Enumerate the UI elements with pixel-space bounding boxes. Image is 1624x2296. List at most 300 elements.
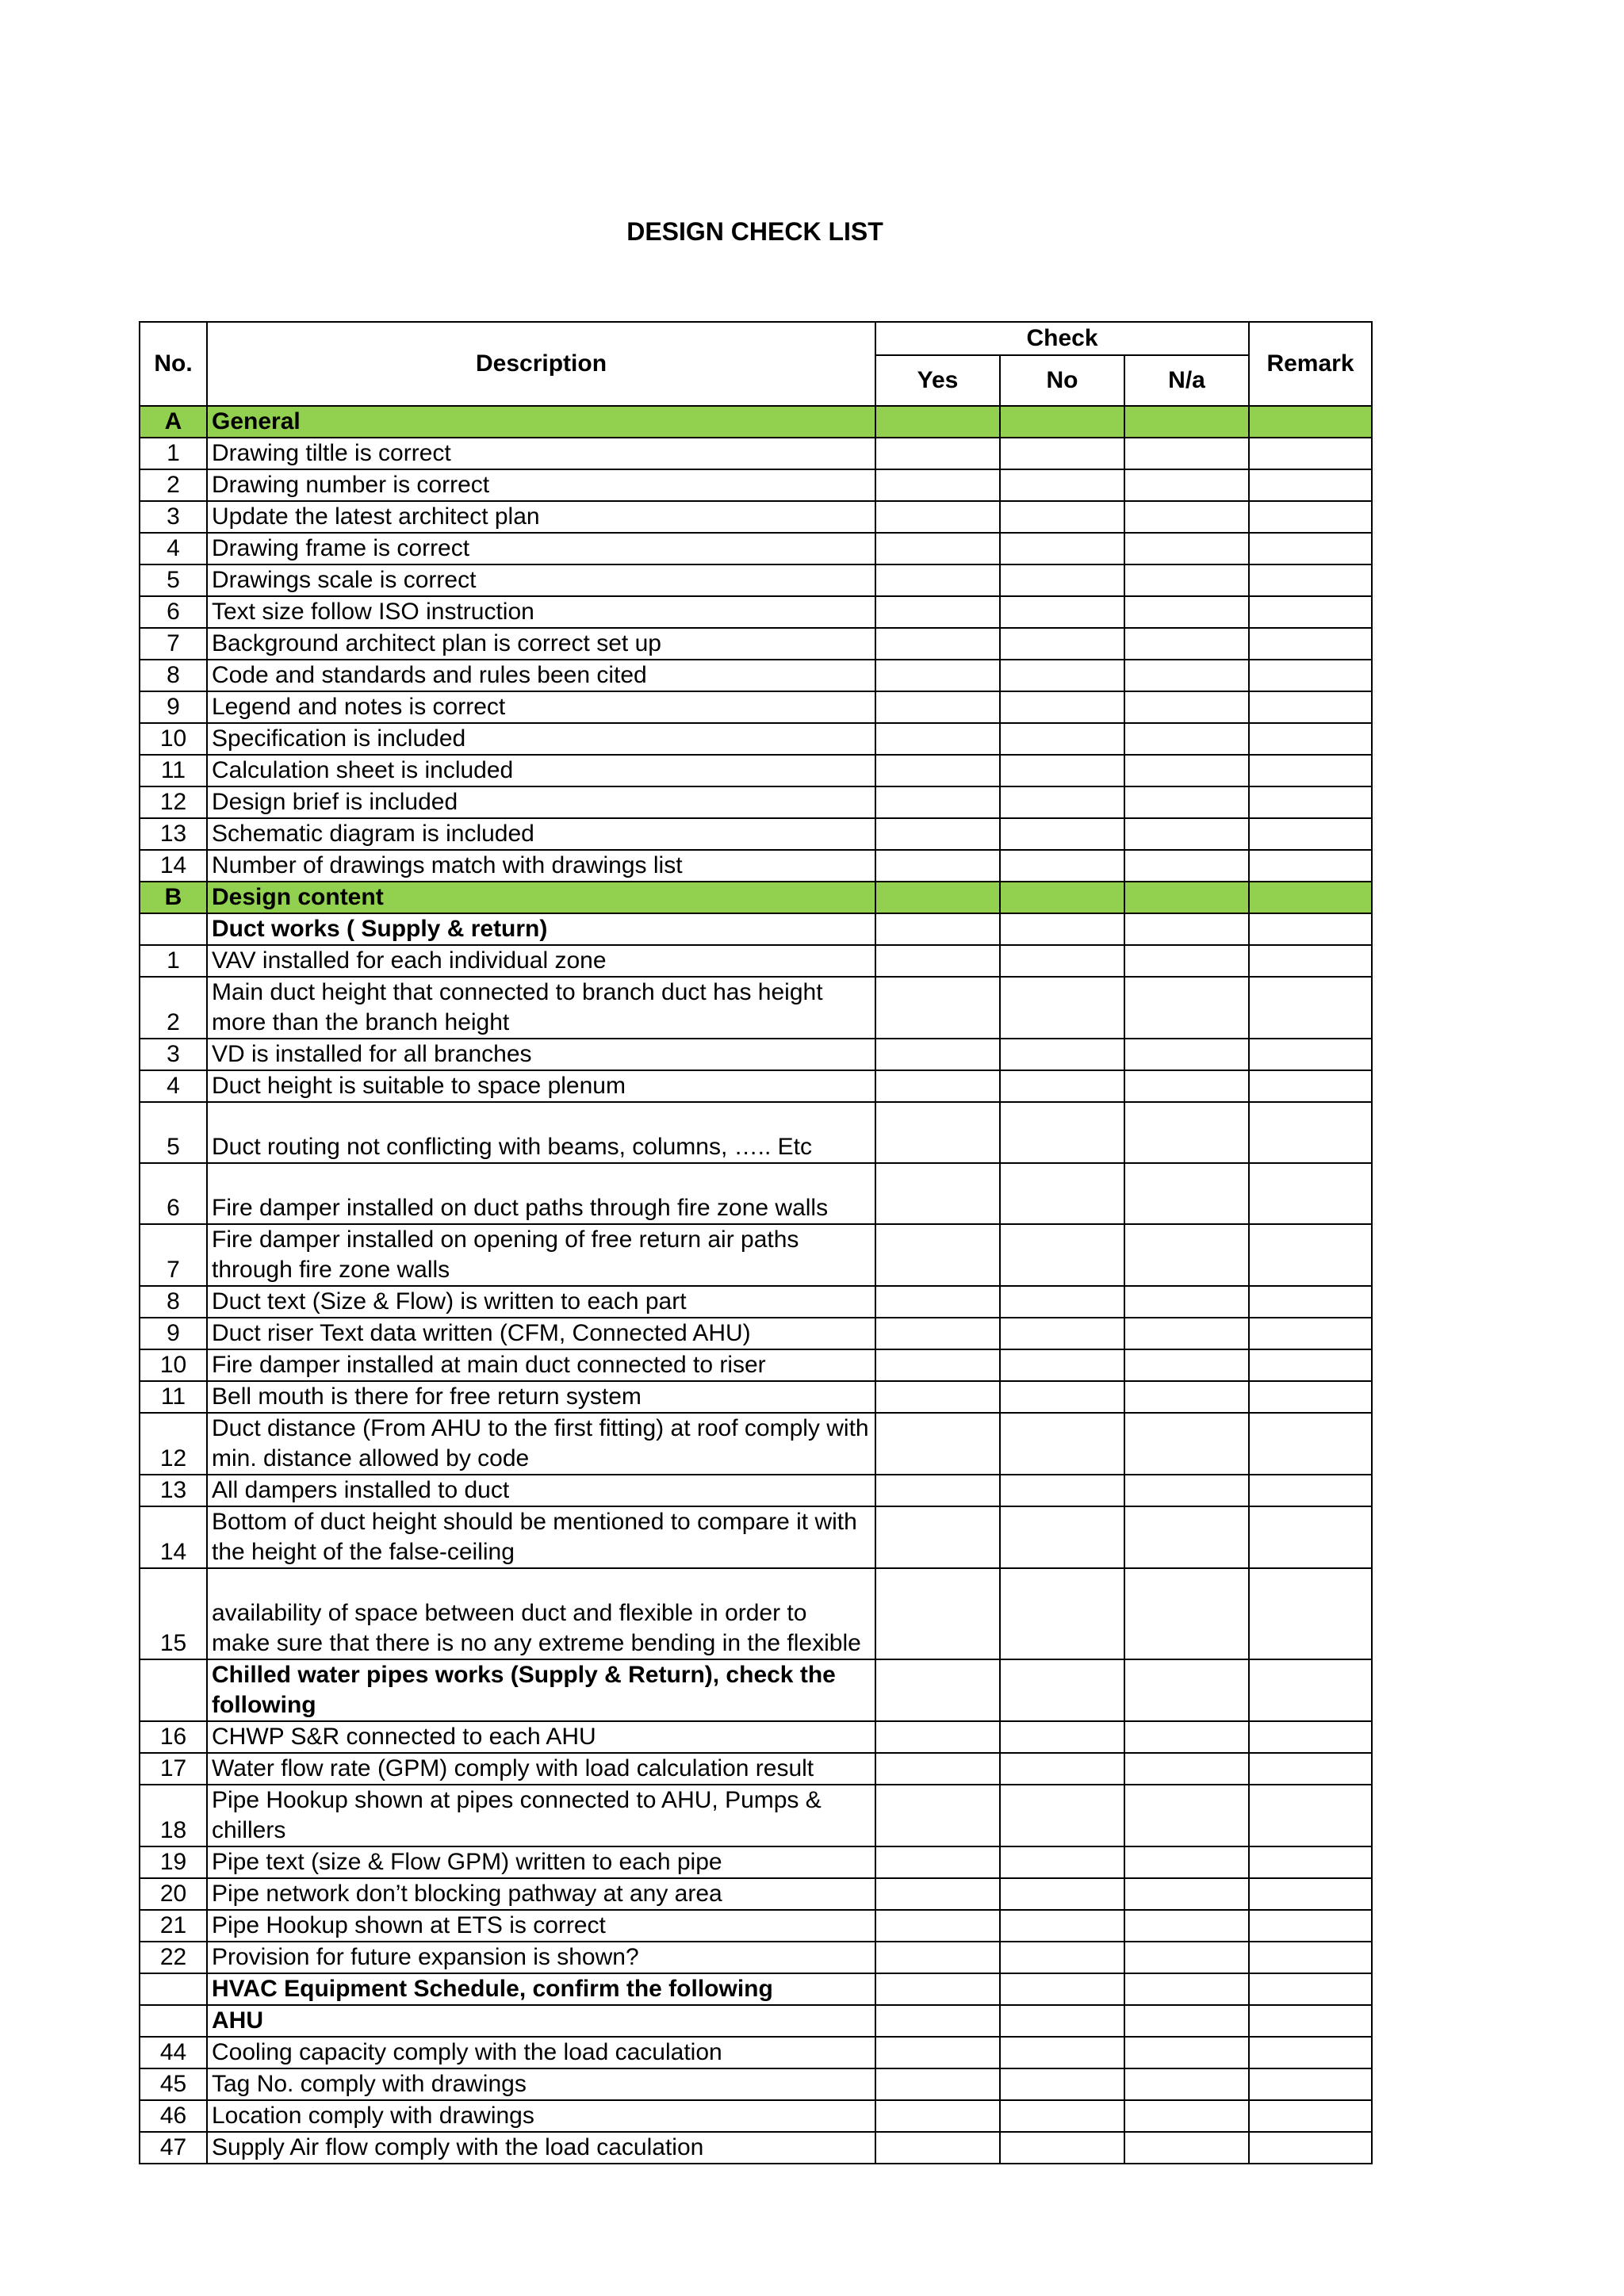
- check-no-cell: [1000, 596, 1124, 628]
- check-na-cell: [1124, 1381, 1249, 1413]
- check-yes-cell: [875, 1318, 1000, 1349]
- remark-cell: [1249, 2005, 1372, 2037]
- row-description: Code and standards and rules been cited: [207, 660, 875, 691]
- check-yes-cell: [875, 2100, 1000, 2132]
- check-yes-cell: [875, 2005, 1000, 2037]
- check-no-cell: [1000, 2005, 1124, 2037]
- table-row: [140, 850, 1372, 882]
- table-row: [140, 1721, 1372, 1753]
- row-number: 8: [140, 660, 207, 691]
- row-number: 7: [140, 1224, 207, 1286]
- table-row: [140, 501, 1372, 533]
- row-number: 13: [140, 818, 207, 850]
- table-row: [140, 2068, 1372, 2100]
- check-no-cell: [1000, 1846, 1124, 1878]
- check-na-cell: [1124, 850, 1249, 882]
- check-no-cell: [1000, 1318, 1124, 1349]
- row-description: Text size follow ISO instruction: [207, 596, 875, 628]
- table-row: [140, 2132, 1372, 2164]
- check-na-cell: [1124, 977, 1249, 1039]
- table-row: [140, 691, 1372, 723]
- subheading-row: [140, 1973, 1372, 2005]
- header-yes: Yes: [875, 355, 1000, 406]
- remark-cell: [1249, 1163, 1372, 1224]
- remark-cell: [1249, 438, 1372, 469]
- row-description: All dampers installed to duct: [207, 1475, 875, 1506]
- check-yes-cell: [875, 1413, 1000, 1475]
- check-na-cell: [1124, 1753, 1249, 1785]
- check-yes-cell: [875, 533, 1000, 564]
- check-no-cell: [1000, 1721, 1124, 1753]
- table-row: [140, 1163, 1372, 1224]
- row-description: Background architect plan is correct set up: [207, 628, 875, 660]
- check-na-cell: [1124, 1721, 1249, 1753]
- table-row: [140, 1506, 1372, 1568]
- row-number: 19: [140, 1846, 207, 1878]
- header-no-check: No: [1000, 355, 1124, 406]
- row-description: Drawings scale is correct: [207, 564, 875, 596]
- check-na-cell: [1124, 533, 1249, 564]
- remark-cell: [1249, 786, 1372, 818]
- row-number: 47: [140, 2132, 207, 2164]
- row-number: 9: [140, 691, 207, 723]
- row-number: 10: [140, 723, 207, 755]
- check-yes-cell: [875, 818, 1000, 850]
- check-na-cell: [1124, 1413, 1249, 1475]
- check-no-cell: [1000, 1753, 1124, 1785]
- check-no-cell: [1000, 1506, 1124, 1568]
- check-yes-cell: [875, 2068, 1000, 2100]
- check-yes-cell: [875, 1568, 1000, 1659]
- design-checklist-table: [139, 321, 1373, 2164]
- row-number: 15: [140, 1568, 207, 1659]
- check-no-cell: [1000, 1413, 1124, 1475]
- row-description: Duct riser Text data written (CFM, Connected AHU): [207, 1318, 875, 1349]
- check-no-cell: [1000, 818, 1124, 850]
- check-na-cell: [1124, 2068, 1249, 2100]
- check-na-cell: [1124, 1973, 1249, 2005]
- row-description: Cooling capacity comply with the load caculation: [207, 2037, 875, 2068]
- check-no-cell: [1000, 1102, 1124, 1163]
- table-row: [140, 1381, 1372, 1413]
- check-yes-cell: [875, 438, 1000, 469]
- row-description: Schematic diagram is included: [207, 818, 875, 850]
- remark-cell: [1249, 1102, 1372, 1163]
- row-number: 46: [140, 2100, 207, 2132]
- table-row: [140, 1286, 1372, 1318]
- check-no-cell: [1000, 501, 1124, 533]
- check-yes-cell: [875, 1349, 1000, 1381]
- check-yes-cell: [875, 1381, 1000, 1413]
- subheading-row: [140, 2005, 1372, 2037]
- remark-cell: [1249, 628, 1372, 660]
- row-number: 2: [140, 977, 207, 1039]
- check-no-cell: [1000, 628, 1124, 660]
- check-na-cell: [1124, 882, 1249, 913]
- table-row: [140, 1785, 1372, 1846]
- row-description: VAV installed for each individual zone: [207, 945, 875, 977]
- row-number: 3: [140, 501, 207, 533]
- row-number: 4: [140, 533, 207, 564]
- check-yes-cell: [875, 913, 1000, 945]
- row-description: Supply Air flow comply with the load caculation: [207, 2132, 875, 2164]
- remark-cell: [1249, 1286, 1372, 1318]
- row-description: Number of drawings match with drawings list: [207, 850, 875, 882]
- check-no-cell: [1000, 2132, 1124, 2164]
- check-yes-cell: [875, 1659, 1000, 1721]
- check-na-cell: [1124, 945, 1249, 977]
- row-number: 12: [140, 1413, 207, 1475]
- check-no-cell: [1000, 1942, 1124, 1973]
- row-description: Drawing tiltle is correct: [207, 438, 875, 469]
- check-na-cell: [1124, 469, 1249, 501]
- check-na-cell: [1124, 1039, 1249, 1070]
- row-number: 3: [140, 1039, 207, 1070]
- table-row: [140, 1910, 1372, 1942]
- row-number: 9: [140, 1318, 207, 1349]
- row-description: AHU: [207, 2005, 875, 2037]
- row-number: 13: [140, 1475, 207, 1506]
- subheading-row: [140, 1659, 1372, 1721]
- remark-cell: [1249, 2100, 1372, 2132]
- table-row: [140, 1318, 1372, 1349]
- row-number: 17: [140, 1753, 207, 1785]
- check-yes-cell: [875, 2037, 1000, 2068]
- row-number: 22: [140, 1942, 207, 1973]
- row-number: 1: [140, 438, 207, 469]
- row-description: Design brief is included: [207, 786, 875, 818]
- row-number: 21: [140, 1910, 207, 1942]
- check-no-cell: [1000, 2037, 1124, 2068]
- check-na-cell: [1124, 1286, 1249, 1318]
- table-row: [140, 818, 1372, 850]
- header-description: Description: [207, 322, 875, 406]
- table-row: [140, 2037, 1372, 2068]
- check-yes-cell: [875, 596, 1000, 628]
- check-no-cell: [1000, 660, 1124, 691]
- check-yes-cell: [875, 755, 1000, 786]
- check-no-cell: [1000, 1349, 1124, 1381]
- check-na-cell: [1124, 501, 1249, 533]
- check-na-cell: [1124, 2005, 1249, 2037]
- table-body: [140, 406, 1372, 2164]
- row-number: 18: [140, 1785, 207, 1846]
- check-yes-cell: [875, 564, 1000, 596]
- row-description: Fire damper installed on opening of free return air paths through fire zone walls: [207, 1224, 875, 1286]
- remark-cell: [1249, 850, 1372, 882]
- table-row: [140, 1102, 1372, 1163]
- check-yes-cell: [875, 1753, 1000, 1785]
- check-no-cell: [1000, 755, 1124, 786]
- table-row: [140, 1568, 1372, 1659]
- header-na: N/a: [1124, 355, 1249, 406]
- table-row: [140, 533, 1372, 564]
- remark-cell: [1249, 723, 1372, 755]
- table-row: [140, 786, 1372, 818]
- remark-cell: [1249, 501, 1372, 533]
- row-description: Tag No. comply with drawings: [207, 2068, 875, 2100]
- remark-cell: [1249, 1413, 1372, 1475]
- check-yes-cell: [875, 1973, 1000, 2005]
- check-no-cell: [1000, 1659, 1124, 1721]
- check-na-cell: [1124, 1942, 1249, 1973]
- row-number: 5: [140, 564, 207, 596]
- check-yes-cell: [875, 2132, 1000, 2164]
- check-no-cell: [1000, 850, 1124, 882]
- check-yes-cell: [875, 628, 1000, 660]
- check-na-cell: [1124, 818, 1249, 850]
- row-description: Fire damper installed at main duct connected to riser: [207, 1349, 875, 1381]
- table-row: [140, 628, 1372, 660]
- row-description: Duct routing not conflicting with beams, columns, ….. Etc: [207, 1102, 875, 1163]
- remark-cell: [1249, 1039, 1372, 1070]
- check-na-cell: [1124, 564, 1249, 596]
- row-description: Calculation sheet is included: [207, 755, 875, 786]
- check-no-cell: [1000, 1910, 1124, 1942]
- table-row: [140, 1039, 1372, 1070]
- section-row: [140, 406, 1372, 438]
- row-description: Duct distance (From AHU to the first fitting) at roof comply with min. distance allowed by code: [207, 1413, 875, 1475]
- row-number: 20: [140, 1878, 207, 1910]
- row-number: 6: [140, 1163, 207, 1224]
- check-na-cell: [1124, 596, 1249, 628]
- check-na-cell: [1124, 1846, 1249, 1878]
- remark-cell: [1249, 882, 1372, 913]
- remark-cell: [1249, 1721, 1372, 1753]
- remark-cell: [1249, 1846, 1372, 1878]
- check-no-cell: [1000, 1163, 1124, 1224]
- check-na-cell: [1124, 2037, 1249, 2068]
- table-row: [140, 1846, 1372, 1878]
- check-na-cell: [1124, 1102, 1249, 1163]
- check-na-cell: [1124, 1318, 1249, 1349]
- row-number: B: [140, 882, 207, 913]
- row-description: Water flow rate (GPM) comply with load calculation result: [207, 1753, 875, 1785]
- check-na-cell: [1124, 1785, 1249, 1846]
- check-yes-cell: [875, 501, 1000, 533]
- table-row: [140, 755, 1372, 786]
- check-yes-cell: [875, 1506, 1000, 1568]
- check-no-cell: [1000, 406, 1124, 438]
- row-number: 2: [140, 469, 207, 501]
- row-description: Location comply with drawings: [207, 2100, 875, 2132]
- check-no-cell: [1000, 564, 1124, 596]
- check-yes-cell: [875, 1721, 1000, 1753]
- check-no-cell: [1000, 882, 1124, 913]
- check-na-cell: [1124, 1070, 1249, 1102]
- table-row: [140, 1070, 1372, 1102]
- check-no-cell: [1000, 691, 1124, 723]
- check-no-cell: [1000, 1070, 1124, 1102]
- row-description: Duct text (Size & Flow) is written to each part: [207, 1286, 875, 1318]
- check-na-cell: [1124, 913, 1249, 945]
- check-yes-cell: [875, 945, 1000, 977]
- check-no-cell: [1000, 438, 1124, 469]
- row-number: [140, 1973, 207, 2005]
- remark-cell: [1249, 1475, 1372, 1506]
- check-no-cell: [1000, 1224, 1124, 1286]
- remark-cell: [1249, 533, 1372, 564]
- remark-cell: [1249, 406, 1372, 438]
- check-yes-cell: [875, 1224, 1000, 1286]
- header-check: Check: [875, 322, 1249, 355]
- check-na-cell: [1124, 1475, 1249, 1506]
- check-na-cell: [1124, 1910, 1249, 1942]
- check-na-cell: [1124, 1659, 1249, 1721]
- remark-cell: [1249, 1568, 1372, 1659]
- row-description: Design content: [207, 882, 875, 913]
- subheading-row: [140, 913, 1372, 945]
- check-yes-cell: [875, 786, 1000, 818]
- check-na-cell: [1124, 691, 1249, 723]
- check-yes-cell: [875, 406, 1000, 438]
- check-yes-cell: [875, 977, 1000, 1039]
- table-row: [140, 1942, 1372, 1973]
- check-yes-cell: [875, 660, 1000, 691]
- row-number: 1: [140, 945, 207, 977]
- check-yes-cell: [875, 1286, 1000, 1318]
- table-row: [140, 977, 1372, 1039]
- remark-cell: [1249, 691, 1372, 723]
- remark-cell: [1249, 1381, 1372, 1413]
- section-row: [140, 882, 1372, 913]
- row-description: Pipe text (size & Flow GPM) written to each pipe: [207, 1846, 875, 1878]
- row-number: A: [140, 406, 207, 438]
- table-row: [140, 1349, 1372, 1381]
- remark-cell: [1249, 1910, 1372, 1942]
- row-number: 14: [140, 1506, 207, 1568]
- remark-cell: [1249, 2132, 1372, 2164]
- row-description: Specification is included: [207, 723, 875, 755]
- check-no-cell: [1000, 786, 1124, 818]
- check-na-cell: [1124, 755, 1249, 786]
- row-number: [140, 1659, 207, 1721]
- row-description: Legend and notes is correct: [207, 691, 875, 723]
- remark-cell: [1249, 1349, 1372, 1381]
- remark-cell: [1249, 2037, 1372, 2068]
- check-no-cell: [1000, 723, 1124, 755]
- table-row: [140, 660, 1372, 691]
- remark-cell: [1249, 564, 1372, 596]
- row-number: 10: [140, 1349, 207, 1381]
- check-yes-cell: [875, 1942, 1000, 1973]
- row-number: 6: [140, 596, 207, 628]
- check-yes-cell: [875, 1878, 1000, 1910]
- check-no-cell: [1000, 1973, 1124, 2005]
- check-no-cell: [1000, 913, 1124, 945]
- check-no-cell: [1000, 945, 1124, 977]
- row-description: Duct works ( Supply & return): [207, 913, 875, 945]
- row-number: 5: [140, 1102, 207, 1163]
- check-no-cell: [1000, 533, 1124, 564]
- remark-cell: [1249, 945, 1372, 977]
- row-number: 44: [140, 2037, 207, 2068]
- check-no-cell: [1000, 1381, 1124, 1413]
- row-description: Pipe network don’t blocking pathway at any area: [207, 1878, 875, 1910]
- check-na-cell: [1124, 1506, 1249, 1568]
- row-number: 8: [140, 1286, 207, 1318]
- table-header: [140, 322, 1372, 406]
- row-number: 11: [140, 755, 207, 786]
- remark-cell: [1249, 755, 1372, 786]
- check-na-cell: [1124, 1568, 1249, 1659]
- row-description: Drawing number is correct: [207, 469, 875, 501]
- check-na-cell: [1124, 660, 1249, 691]
- row-number: 16: [140, 1721, 207, 1753]
- check-yes-cell: [875, 1846, 1000, 1878]
- check-no-cell: [1000, 1475, 1124, 1506]
- check-na-cell: [1124, 2100, 1249, 2132]
- check-no-cell: [1000, 2100, 1124, 2132]
- row-description: VD is installed for all branches: [207, 1039, 875, 1070]
- remark-cell: [1249, 1942, 1372, 1973]
- remark-cell: [1249, 1224, 1372, 1286]
- check-yes-cell: [875, 850, 1000, 882]
- row-description: Main duct height that connected to branch duct has height more than the branch height: [207, 977, 875, 1039]
- remark-cell: [1249, 1878, 1372, 1910]
- check-na-cell: [1124, 628, 1249, 660]
- check-na-cell: [1124, 723, 1249, 755]
- table-row: [140, 1475, 1372, 1506]
- table-row: [140, 1878, 1372, 1910]
- row-description: Pipe Hookup shown at ETS is correct: [207, 1910, 875, 1942]
- row-description: Pipe Hookup shown at pipes connected to AHU, Pumps & chillers: [207, 1785, 875, 1846]
- remark-cell: [1249, 1785, 1372, 1846]
- check-no-cell: [1000, 1785, 1124, 1846]
- remark-cell: [1249, 1973, 1372, 2005]
- check-na-cell: [1124, 1224, 1249, 1286]
- table-row: [140, 469, 1372, 501]
- remark-cell: [1249, 1318, 1372, 1349]
- remark-cell: [1249, 2068, 1372, 2100]
- remark-cell: [1249, 1070, 1372, 1102]
- check-na-cell: [1124, 1163, 1249, 1224]
- check-yes-cell: [875, 469, 1000, 501]
- remark-cell: [1249, 818, 1372, 850]
- table-row: [140, 2100, 1372, 2132]
- table-row: [140, 945, 1372, 977]
- row-number: 12: [140, 786, 207, 818]
- row-description: Bell mouth is there for free return system: [207, 1381, 875, 1413]
- row-description: General: [207, 406, 875, 438]
- check-yes-cell: [875, 1102, 1000, 1163]
- row-description: Chilled water pipes works (Supply & Return), check the following: [207, 1659, 875, 1721]
- remark-cell: [1249, 1506, 1372, 1568]
- check-no-cell: [1000, 1286, 1124, 1318]
- row-description: Duct height is suitable to space plenum: [207, 1070, 875, 1102]
- row-number: [140, 913, 207, 945]
- row-number: 45: [140, 2068, 207, 2100]
- remark-cell: [1249, 596, 1372, 628]
- check-yes-cell: [875, 1163, 1000, 1224]
- row-number: 14: [140, 850, 207, 882]
- remark-cell: [1249, 913, 1372, 945]
- header-no: No.: [140, 322, 207, 406]
- remark-cell: [1249, 977, 1372, 1039]
- row-description: CHWP S&R connected to each AHU: [207, 1721, 875, 1753]
- row-description: HVAC Equipment Schedule, confirm the following: [207, 1973, 875, 2005]
- check-na-cell: [1124, 406, 1249, 438]
- check-na-cell: [1124, 1349, 1249, 1381]
- check-na-cell: [1124, 786, 1249, 818]
- page-title: DESIGN CHECK LIST: [626, 217, 883, 246]
- check-no-cell: [1000, 1039, 1124, 1070]
- row-description: Fire damper installed on duct paths through fire zone walls: [207, 1163, 875, 1224]
- remark-cell: [1249, 469, 1372, 501]
- check-yes-cell: [875, 1785, 1000, 1846]
- remark-cell: [1249, 1659, 1372, 1721]
- remark-cell: [1249, 660, 1372, 691]
